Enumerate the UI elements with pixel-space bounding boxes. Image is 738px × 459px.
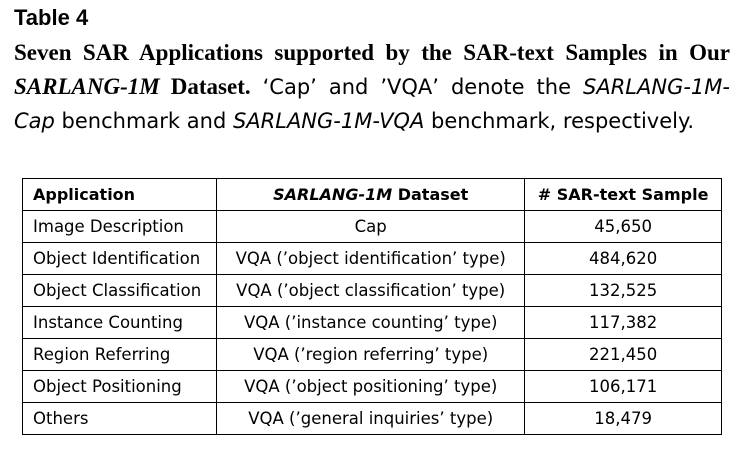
cell-samples: 106,171	[525, 371, 722, 403]
header-application: Application	[23, 179, 217, 211]
header-dataset-label: Dataset	[392, 185, 469, 204]
cell-application: Image Description	[23, 211, 217, 243]
table-row	[23, 243, 722, 275]
cell-application: Others	[23, 403, 217, 435]
table-row	[23, 403, 722, 435]
table-row	[23, 339, 722, 371]
applications-table	[22, 178, 722, 435]
header-sample-count: # SAR-text Sample	[525, 179, 722, 211]
cell-dataset: VQA (’object positioning’ type)	[217, 371, 525, 403]
cell-samples: 132,525	[525, 275, 722, 307]
cell-application: Object Identification	[23, 243, 217, 275]
header-dataset-name: SARLANG-1M	[273, 185, 393, 204]
cell-application: Object Positioning	[23, 371, 217, 403]
cell-samples: 484,620	[525, 243, 722, 275]
table-row	[23, 307, 722, 339]
cell-dataset: VQA (’general inquiries’ type)	[217, 403, 525, 435]
caption-text-part1: ‘Cap’ and ’VQA’ denote the	[250, 75, 584, 99]
cell-samples: 45,650	[525, 211, 722, 243]
cell-application: Instance Counting	[23, 307, 217, 339]
header-dataset	[217, 179, 525, 211]
table-row	[23, 275, 722, 307]
caption-title-part1: Seven SAR Applications supported by the SAR-text Samples in Our	[14, 40, 730, 65]
table-caption	[14, 36, 730, 138]
cell-application: Region Referring	[23, 339, 217, 371]
table-header-row	[23, 179, 722, 211]
cell-samples: 221,450	[525, 339, 722, 371]
cell-application: Object Classification	[23, 275, 217, 307]
cell-dataset: VQA (’instance counting’ type)	[217, 307, 525, 339]
table-caption-block	[14, 4, 730, 138]
cell-dataset: VQA (’object identification’ type)	[217, 243, 525, 275]
table-label: Table 4	[14, 5, 89, 30]
table-row	[23, 371, 722, 403]
cell-samples: 117,382	[525, 307, 722, 339]
caption-title-dataset: SARLANG-1M	[14, 74, 160, 99]
cell-dataset: VQA (’object classification’ type)	[217, 275, 525, 307]
caption-text-part3: benchmark, respectively.	[424, 109, 695, 133]
cell-dataset: VQA (’region referring’ type)	[217, 339, 525, 371]
cell-samples: 18,479	[525, 403, 722, 435]
caption-text-vqa-benchmark: SARLANG-1M-VQA	[232, 109, 425, 133]
table-row	[23, 211, 722, 243]
caption-text-cap-benchmark: SARLANG-1M-Cap	[14, 75, 730, 133]
caption-text-part2: benchmark and	[54, 109, 233, 133]
cell-dataset: Cap	[217, 211, 525, 243]
caption-title-part2: Dataset.	[159, 74, 251, 99]
